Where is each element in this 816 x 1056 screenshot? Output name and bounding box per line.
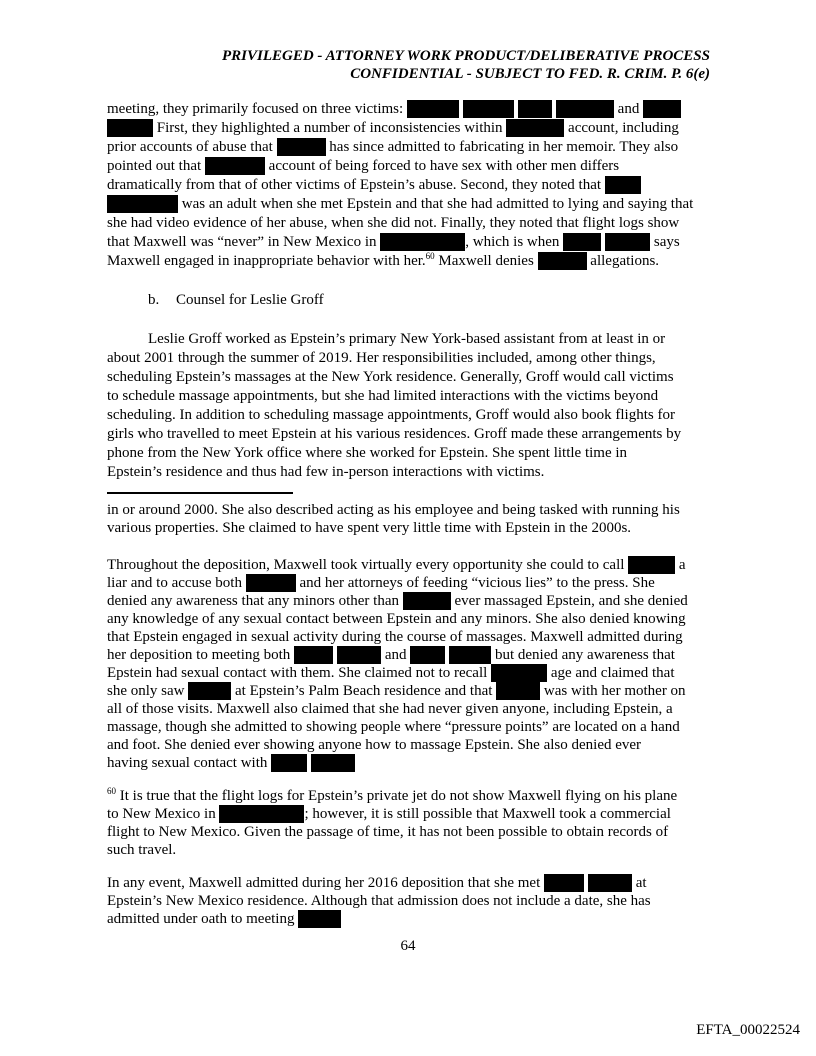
text-segment: account of being forced to have sex with other men differs: [264, 158, 620, 174]
privilege-header: [222, 47, 710, 83]
text-line: [107, 628, 688, 646]
text-segment: all of those visits. Maxwell also claimed that she had never given anyone, including Epstein, a: [107, 701, 673, 717]
text-line: [107, 787, 677, 805]
text-line: [107, 195, 693, 214]
text-line: [107, 664, 688, 682]
footnote-continuation: [107, 501, 680, 537]
text-segment: was an adult when she met Epstein and that she had admitted to lying and saying that: [178, 196, 694, 212]
redaction-block: [205, 157, 265, 175]
redaction-block: [311, 754, 355, 772]
redaction-block: [491, 664, 547, 682]
text-line: various properties. She claimed to have spent very little time with Epstein in the 2000s.: [107, 520, 632, 536]
paragraph-victims-focus: [107, 100, 693, 271]
text-segment: , which is when: [465, 234, 564, 250]
redaction-block: [518, 100, 552, 118]
paragraph-deposition: [107, 556, 688, 772]
text-line: [107, 700, 688, 718]
redaction-block: [628, 556, 675, 574]
text-line: [107, 754, 688, 772]
redaction-block: [588, 874, 632, 892]
redaction-block: [496, 682, 540, 700]
text-segment: Epstein’s New Mexico residence. Although that admission does not include a date, she has: [107, 893, 651, 909]
redaction-block: [605, 176, 641, 194]
text-line: [107, 646, 688, 664]
text-line: in or around 2000. She also described acting as his employee and being tasked with running his: [107, 502, 680, 518]
text-segment: allegations.: [586, 253, 660, 269]
text-segment: Maxwell denies: [434, 253, 538, 269]
text-line: [107, 805, 677, 823]
text-segment: dramatically from that of other victims of Epstein’s abuse. Second, they noted that: [107, 177, 605, 193]
text-segment: pointed out that: [107, 158, 205, 174]
text-segment: liar and to accuse both: [107, 575, 246, 591]
section-heading: [148, 291, 324, 310]
text-segment: that Epstein engaged in sexual activity during the course of massages. Maxwell admitted during: [107, 629, 683, 645]
text-segment: having sexual contact with: [107, 755, 272, 771]
text-segment: she had video evidence of her abuse, when she did not. Finally, they noted that flight logs show: [107, 215, 680, 231]
text-line: [107, 157, 693, 176]
redaction-block: [463, 100, 514, 118]
redaction-block: [403, 592, 451, 610]
text-line: Epstein’s residence and thus had few in-person interactions with victims.: [107, 464, 545, 480]
redaction-block: [506, 119, 564, 137]
text-line: such travel.: [107, 842, 177, 858]
text-segment: at: [632, 875, 647, 891]
text-line: [107, 214, 693, 233]
redaction-block: [544, 874, 584, 892]
text-line: [107, 610, 688, 628]
footnote-marker: 60: [107, 786, 116, 796]
text-segment: says: [650, 234, 680, 250]
paragraph-new-mexico: [107, 874, 651, 928]
text-segment: her deposition to meeting both: [107, 647, 295, 663]
text-segment: admitted under oath to meeting: [107, 911, 299, 927]
text-segment: prior accounts of abuse that: [107, 139, 277, 155]
footnote-60: [107, 787, 677, 859]
text-segment: a: [675, 557, 686, 573]
text-segment: It is true that the flight logs for Epstein’s private jet do not show Maxwell flying on his plane: [116, 788, 678, 804]
text-segment: and her attorneys of feeding “vicious lies” to the press. She: [295, 575, 655, 591]
text-line: [107, 592, 688, 610]
text-segment: was with her mother on: [540, 683, 686, 699]
paragraph-groff: [107, 330, 681, 482]
redaction-block: [407, 100, 459, 118]
header-line-2: CONFIDENTIAL - SUBJECT TO FED. R. CRIM. P. 6(e): [350, 66, 710, 82]
text-line: [107, 556, 688, 574]
text-line: scheduling. In addition to scheduling massage appointments, Groff would also book flights for: [107, 407, 675, 423]
text-segment: denied any awareness that any minors other than: [107, 593, 403, 609]
redaction-block: [410, 646, 445, 664]
header-line-1: PRIVILEGED - ATTORNEY WORK PRODUCT/DELIBERATIVE PROCESS: [221, 48, 710, 64]
text-line: Leslie Groff worked as Epstein’s primary New York-based assistant from at least in or: [148, 331, 666, 347]
redaction-block: [271, 754, 307, 772]
redaction-block: [188, 682, 231, 700]
text-segment: and: [613, 101, 644, 117]
text-line: [107, 252, 693, 271]
section-title: Counsel for Leslie Groff: [176, 292, 324, 308]
text-line: [107, 100, 693, 119]
redaction-block: [563, 233, 601, 251]
redaction-block: [643, 100, 681, 118]
text-segment: and: [381, 647, 411, 663]
text-segment: at Epstein’s Palm Beach residence and that: [231, 683, 497, 699]
redaction-block: [107, 119, 153, 137]
text-line: girls who travelled to meet Epstein at his various residences. Groff made these arrangements by: [107, 426, 682, 442]
redaction-block: [337, 646, 381, 664]
text-segment: she only saw: [107, 683, 189, 699]
text-line: [107, 736, 688, 754]
footnote-separator: [107, 492, 293, 494]
text-segment: and foot. She denied ever showing anyone how to massage Epstein. She also denied ever: [107, 737, 642, 753]
text-segment: In any event, Maxwell admitted during her 2016 deposition that she met: [107, 875, 544, 891]
redaction-block: [294, 646, 333, 664]
redaction-block: [538, 252, 587, 270]
text-segment: ; however, it is still possible that Maxwell took a commercial: [304, 806, 671, 822]
text-segment: age and claimed that: [547, 665, 675, 681]
text-segment: any knowledge of any sexual contact between Epstein and any minors. She also denied knowing: [107, 611, 686, 627]
text-line: flight to New Mexico. Given the passage of time, it has not been possible to obtain records of: [107, 824, 669, 840]
text-segment: Throughout the deposition, Maxwell took virtually every opportunity she could to call: [107, 557, 629, 573]
redaction-block: [277, 138, 326, 156]
text-line: to schedule massage appointments, but she had limited interactions with the victims beyond: [107, 388, 659, 404]
text-segment: Epstein had sexual contact with them. She claimed not to recall: [107, 665, 492, 681]
section-marker: b.: [148, 292, 160, 308]
text-line: [107, 138, 693, 157]
redaction-block: [449, 646, 491, 664]
text-segment: that Maxwell was “never” in New Mexico in: [107, 234, 381, 250]
text-segment: ever massaged Epstein, and she denied: [450, 593, 688, 609]
text-line: [107, 574, 688, 592]
redaction-block: [246, 574, 296, 592]
text-segment: to New Mexico in: [107, 806, 220, 822]
redaction-block: [556, 100, 614, 118]
text-line: about 2001 through the summer of 2019. Her responsibilities included, among other things,: [107, 350, 656, 366]
footnote-reference: 60: [425, 251, 435, 261]
text-line: [107, 892, 651, 910]
redaction-block: [605, 233, 650, 251]
text-line: [107, 176, 693, 195]
text-segment: Maxwell engaged in inappropriate behavior with her.: [107, 253, 426, 269]
redaction-block: [298, 910, 341, 928]
text-line: [107, 874, 651, 892]
page-number: 64: [400, 938, 416, 954]
text-segment: meeting, they primarily focused on three victims:: [107, 101, 407, 117]
document-id: EFTA_00022524: [696, 1022, 800, 1038]
text-line: [107, 233, 693, 252]
text-line: phone from the New York office where she worked for Epstein. She spent little time in: [107, 445, 628, 461]
text-segment: First, they highlighted a number of inconsistencies within: [153, 120, 507, 136]
redaction-block: [107, 195, 178, 213]
text-segment: but denied any awareness that: [491, 647, 675, 663]
redaction-block: [380, 233, 465, 251]
text-line: [107, 682, 688, 700]
text-line: [107, 119, 693, 138]
text-segment: account, including: [564, 120, 679, 136]
redaction-block: [219, 805, 304, 823]
text-segment: massage, though she admitted to showing people where “pressure points” are located on a hand: [107, 719, 680, 735]
text-segment: has since admitted to fabricating in her memoir. They also: [325, 139, 679, 155]
text-line: [107, 718, 688, 736]
text-line: [107, 910, 651, 928]
text-line: scheduling Epstein’s massages at the New York residence. Generally, Groff would call victims: [107, 369, 674, 385]
